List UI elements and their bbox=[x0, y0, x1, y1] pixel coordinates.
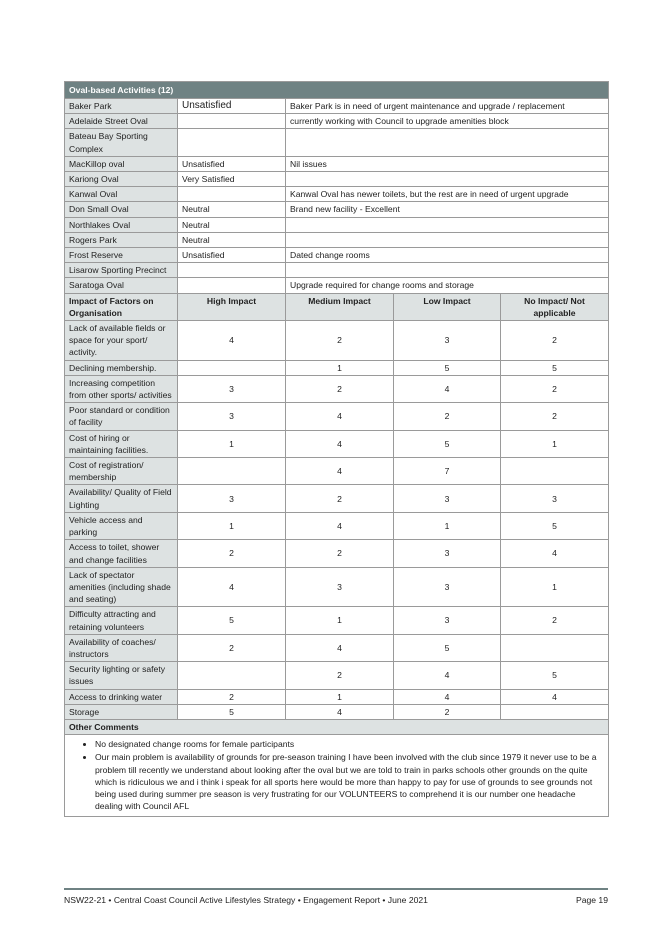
impact-factors-body bbox=[65, 293, 609, 719]
oval-name: Don Small Oval bbox=[65, 202, 178, 217]
oval-row bbox=[65, 172, 609, 187]
impact-count-none: 1 bbox=[501, 430, 609, 457]
oval-comment bbox=[286, 232, 609, 247]
other-comments-row bbox=[65, 735, 609, 817]
impact-factor: Increasing competition from other sports/ activities bbox=[65, 375, 178, 402]
oval-name: Saratoga Oval bbox=[65, 278, 178, 293]
oval-comment bbox=[286, 129, 609, 156]
other-comments-title: Other Comments bbox=[65, 719, 609, 734]
impact-count-none: 4 bbox=[501, 689, 609, 704]
impact-factor: Cost of hiring or maintaining facilities. bbox=[65, 430, 178, 457]
page-number: Page 19 bbox=[575, 895, 608, 905]
impact-factor: Difficulty attracting and retaining volunteers bbox=[65, 607, 178, 634]
impact-count-low: 4 bbox=[394, 375, 501, 402]
impact-count-medium: 2 bbox=[286, 540, 394, 567]
impact-count-low: 7 bbox=[394, 458, 501, 485]
impact-count-low: 3 bbox=[394, 567, 501, 607]
impact-count-high: 2 bbox=[178, 689, 286, 704]
impact-header-low: Low Impact bbox=[394, 293, 501, 320]
oval-satisfaction bbox=[178, 263, 286, 278]
impact-count-low: 1 bbox=[394, 512, 501, 539]
impact-factor: Availability of coaches/ instructors bbox=[65, 634, 178, 661]
oval-comment: Nil issues bbox=[286, 156, 609, 171]
oval-name: Baker Park bbox=[65, 99, 178, 114]
impact-count-high: 3 bbox=[178, 375, 286, 402]
impact-count-high bbox=[178, 360, 286, 375]
other-comments-list bbox=[69, 738, 604, 812]
impact-row bbox=[65, 430, 609, 457]
oval-name: Adelaide Street Oval bbox=[65, 114, 178, 129]
impact-factor: Poor standard or condition of facility bbox=[65, 403, 178, 430]
impact-count-low: 4 bbox=[394, 662, 501, 689]
oval-satisfaction: Unsatisfied bbox=[178, 99, 286, 114]
oval-name: Frost Reserve bbox=[65, 248, 178, 263]
impact-count-high: 1 bbox=[178, 430, 286, 457]
impact-count-none: 2 bbox=[501, 403, 609, 430]
impact-count-medium: 1 bbox=[286, 360, 394, 375]
page-footer bbox=[64, 888, 608, 905]
impact-count-high: 4 bbox=[178, 321, 286, 361]
oval-name: Lisarow Sporting Precinct bbox=[65, 263, 178, 278]
oval-name: MacKillop oval bbox=[65, 156, 178, 171]
impact-row bbox=[65, 321, 609, 361]
impact-count-none: 5 bbox=[501, 360, 609, 375]
other-comments-cell bbox=[65, 735, 609, 817]
oval-comment: currently working with Council to upgrade amenities block bbox=[286, 114, 609, 129]
impact-count-medium: 4 bbox=[286, 403, 394, 430]
other-comments-body bbox=[65, 719, 609, 816]
impact-count-low: 2 bbox=[394, 704, 501, 719]
impact-factor: Lack of spectator amenities (including shade and seating) bbox=[65, 567, 178, 607]
oval-row bbox=[65, 156, 609, 171]
impact-count-low: 3 bbox=[394, 321, 501, 361]
impact-header-none: No Impact/ Not applicable bbox=[501, 293, 609, 320]
impact-count-high bbox=[178, 662, 286, 689]
impact-row bbox=[65, 458, 609, 485]
impact-row bbox=[65, 704, 609, 719]
oval-satisfaction: Unsatisfied bbox=[178, 248, 286, 263]
oval-comment bbox=[286, 217, 609, 232]
impact-count-high: 3 bbox=[178, 403, 286, 430]
oval-row bbox=[65, 99, 609, 114]
comment-item: • No designated change rooms for female participants bbox=[95, 738, 604, 750]
impact-row bbox=[65, 375, 609, 402]
impact-row bbox=[65, 607, 609, 634]
impact-count-none: 2 bbox=[501, 607, 609, 634]
oval-comment bbox=[286, 172, 609, 187]
impact-count-medium: 1 bbox=[286, 607, 394, 634]
oval-satisfaction bbox=[178, 114, 286, 129]
oval-row bbox=[65, 114, 609, 129]
impact-row bbox=[65, 567, 609, 607]
oval-row bbox=[65, 232, 609, 247]
survey-table-sheet bbox=[64, 81, 608, 817]
oval-row bbox=[65, 187, 609, 202]
impact-count-none bbox=[501, 634, 609, 661]
footer-text: NSW22-21 • Central Coast Council Active Lifestyles Strategy • Engagement Report • June 2021 bbox=[64, 895, 428, 905]
oval-comment: Upgrade required for change rooms and storage bbox=[286, 278, 609, 293]
oval-row bbox=[65, 278, 609, 293]
impact-count-medium: 4 bbox=[286, 458, 394, 485]
impact-count-medium: 4 bbox=[286, 704, 394, 719]
comment-item: • Our main problem is availability of grounds for pre-season training I have been involved with the club since 1979 it never use to be a problem till recently we understand about looking after the oval but we are told to train in parks schools other grounds on the quite which is ridiculous we and i think i speak for all sports here would be more than happy to pay for use of grounds to see grounds not being used during summer pre season is very frustrating for our VOLUNTEERS to comprehend it is our number one headache dealing with Council AFL bbox=[95, 751, 604, 812]
impact-factor: Declining membership. bbox=[65, 360, 178, 375]
impact-count-low: 5 bbox=[394, 430, 501, 457]
impact-count-none: 2 bbox=[501, 375, 609, 402]
impact-row bbox=[65, 689, 609, 704]
oval-satisfaction bbox=[178, 278, 286, 293]
impact-row bbox=[65, 485, 609, 512]
oval-comment: Kanwal Oval has newer toilets, but the rest are in need of urgent upgrade bbox=[286, 187, 609, 202]
impact-factor: Access to drinking water bbox=[65, 689, 178, 704]
impact-count-none bbox=[501, 704, 609, 719]
oval-row bbox=[65, 129, 609, 156]
oval-row bbox=[65, 202, 609, 217]
oval-satisfaction: Very Satisfied bbox=[178, 172, 286, 187]
other-comments-header bbox=[65, 719, 609, 734]
impact-count-high bbox=[178, 458, 286, 485]
impact-count-high: 2 bbox=[178, 634, 286, 661]
impact-count-low: 2 bbox=[394, 403, 501, 430]
oval-row bbox=[65, 217, 609, 232]
impact-row bbox=[65, 512, 609, 539]
impact-count-medium: 4 bbox=[286, 634, 394, 661]
oval-satisfaction: Neutral bbox=[178, 232, 286, 247]
impact-count-medium: 2 bbox=[286, 485, 394, 512]
impact-count-none: 2 bbox=[501, 321, 609, 361]
impact-row bbox=[65, 662, 609, 689]
impact-count-none: 3 bbox=[501, 485, 609, 512]
oval-row bbox=[65, 263, 609, 278]
oval-name: Bateau Bay Sporting Complex bbox=[65, 129, 178, 156]
oval-comment bbox=[286, 263, 609, 278]
impact-factor: Access to toilet, shower and change facilities bbox=[65, 540, 178, 567]
impact-factor: Cost of registration/ membership bbox=[65, 458, 178, 485]
oval-satisfaction: Unsatisfied bbox=[178, 156, 286, 171]
impact-count-medium: 2 bbox=[286, 321, 394, 361]
impact-row bbox=[65, 403, 609, 430]
impact-count-medium: 4 bbox=[286, 430, 394, 457]
impact-count-low: 3 bbox=[394, 540, 501, 567]
impact-count-high: 3 bbox=[178, 485, 286, 512]
oval-name: Rogers Park bbox=[65, 232, 178, 247]
oval-comment: Dated change rooms bbox=[286, 248, 609, 263]
impact-count-high: 1 bbox=[178, 512, 286, 539]
impact-count-low: 3 bbox=[394, 485, 501, 512]
oval-comment: Brand new facility - Excellent bbox=[286, 202, 609, 217]
oval-row bbox=[65, 248, 609, 263]
impact-row bbox=[65, 634, 609, 661]
impact-header-factor: Impact of Factors on Organisation bbox=[65, 293, 178, 320]
survey-table bbox=[64, 81, 609, 817]
oval-satisfaction bbox=[178, 187, 286, 202]
impact-count-high: 5 bbox=[178, 704, 286, 719]
impact-factor: Vehicle access and parking bbox=[65, 512, 178, 539]
oval-satisfaction bbox=[178, 129, 286, 156]
impact-count-high: 4 bbox=[178, 567, 286, 607]
impact-header-medium: Medium Impact bbox=[286, 293, 394, 320]
impact-factor: Lack of available fields or space for your sport/ activity. bbox=[65, 321, 178, 361]
impact-count-medium: 2 bbox=[286, 375, 394, 402]
impact-count-high: 5 bbox=[178, 607, 286, 634]
impact-header-high: High Impact bbox=[178, 293, 286, 320]
oval-satisfaction: Neutral bbox=[178, 217, 286, 232]
impact-count-low: 5 bbox=[394, 360, 501, 375]
oval-activities-body bbox=[65, 82, 609, 294]
oval-satisfaction: Neutral bbox=[178, 202, 286, 217]
impact-row bbox=[65, 360, 609, 375]
oval-section-header bbox=[65, 82, 609, 99]
oval-name: Northlakes Oval bbox=[65, 217, 178, 232]
impact-factor: Security lighting or safety issues bbox=[65, 662, 178, 689]
impact-count-none: 5 bbox=[501, 512, 609, 539]
oval-name: Kariong Oval bbox=[65, 172, 178, 187]
impact-count-none: 4 bbox=[501, 540, 609, 567]
impact-count-medium: 4 bbox=[286, 512, 394, 539]
oval-section-title: Oval-based Activities (12) bbox=[65, 82, 609, 99]
impact-count-high: 2 bbox=[178, 540, 286, 567]
oval-name: Kanwal Oval bbox=[65, 187, 178, 202]
impact-count-medium: 3 bbox=[286, 567, 394, 607]
impact-count-low: 4 bbox=[394, 689, 501, 704]
impact-count-none: 1 bbox=[501, 567, 609, 607]
impact-count-low: 5 bbox=[394, 634, 501, 661]
impact-count-none bbox=[501, 458, 609, 485]
impact-count-medium: 1 bbox=[286, 689, 394, 704]
oval-comment: Baker Park is in need of urgent maintenance and upgrade / replacement bbox=[286, 99, 609, 114]
impact-count-none: 5 bbox=[501, 662, 609, 689]
impact-row bbox=[65, 540, 609, 567]
impact-factor: Availability/ Quality of Field Lighting bbox=[65, 485, 178, 512]
impact-factor: Storage bbox=[65, 704, 178, 719]
impact-count-medium: 2 bbox=[286, 662, 394, 689]
impact-count-low: 3 bbox=[394, 607, 501, 634]
impact-header-row bbox=[65, 293, 609, 320]
